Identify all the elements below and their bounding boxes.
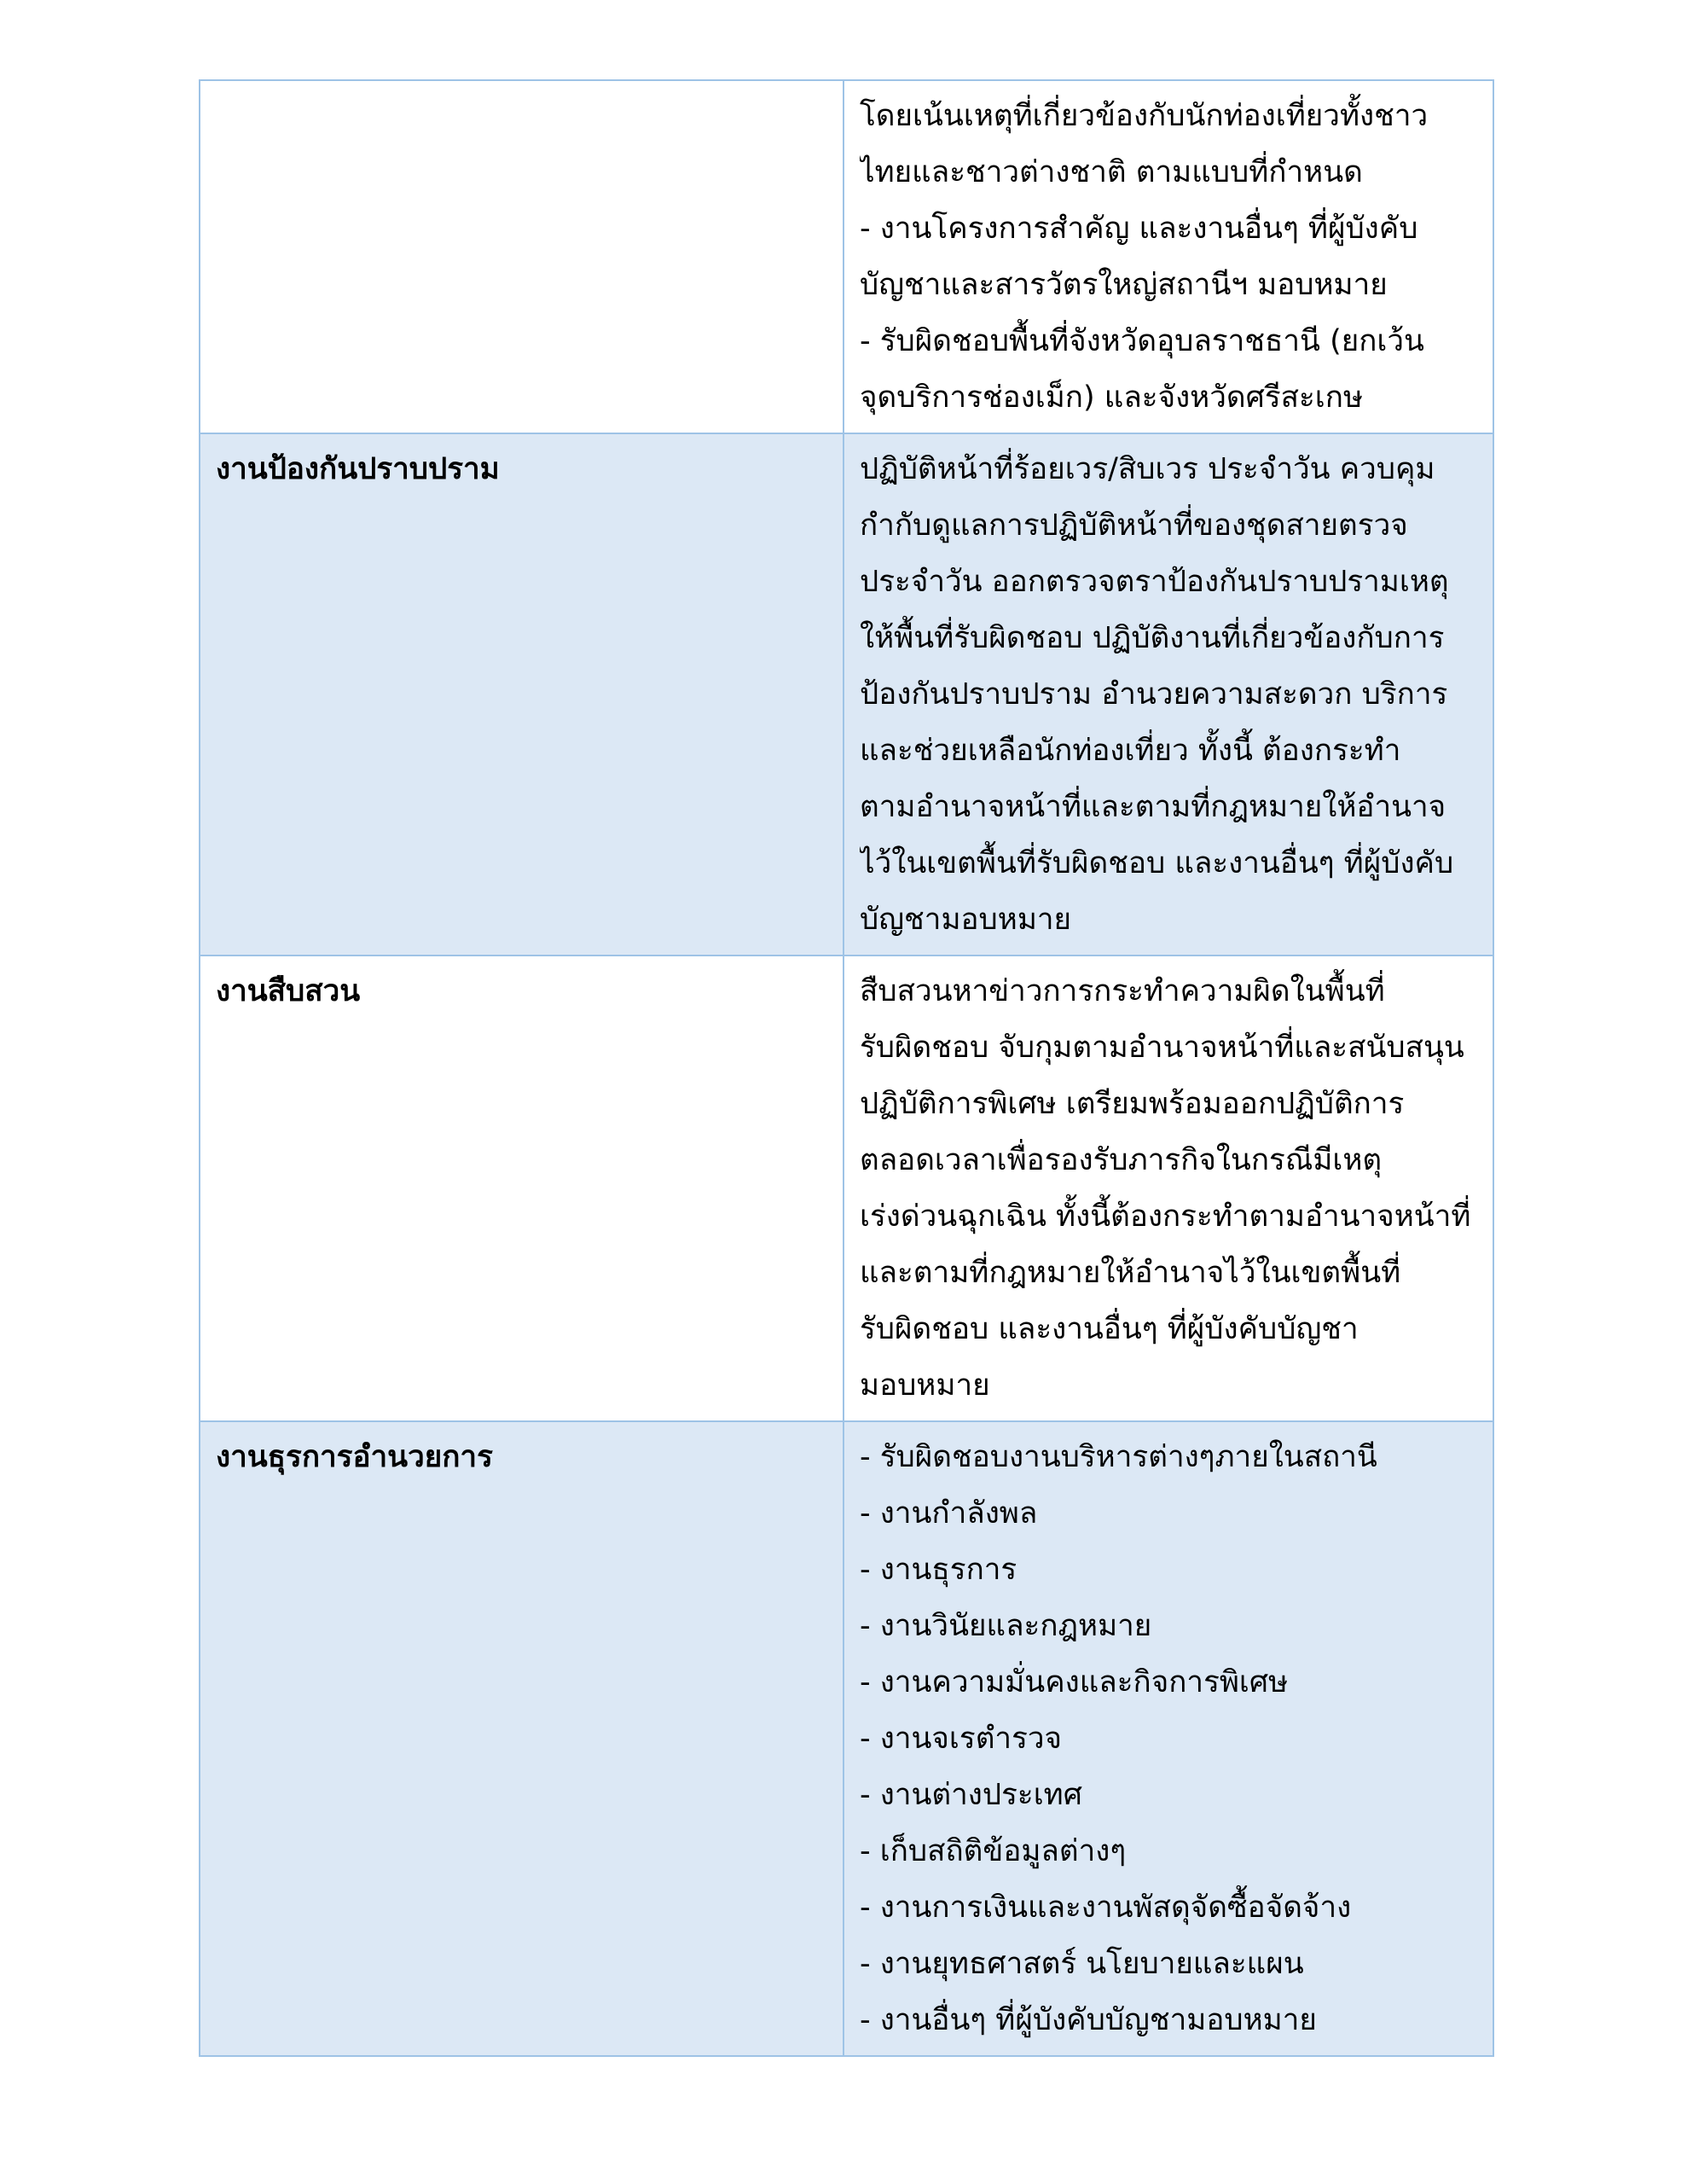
table-row [200,433,1493,956]
duty-line: ตลอดเวลาเพื่อรองรับภารกิจในกรณีมีเหตุ [860,1143,1383,1177]
duty-line: และตามที่กฎหมายให้อำนาจไว้ในเขตพื้นที่ [860,1256,1401,1290]
duty-line: สืบสวนหาข่าวการกระทำความผิดในพื้นที่ [860,974,1385,1008]
duty-line: รับผิดชอบ จับกุมตามอำนาจหน้าที่และสนับสนุน [860,1031,1464,1065]
duty-line: ปฏิบัติการพิเศษ เตรียมพร้อมออกปฏิบัติการ [860,1087,1405,1121]
duty-cell [844,80,1493,433]
duty-line: บัญชาและสารวัตรใหญ่สถานีฯ มอบหมาย [860,268,1388,302]
duty-line: กำกับดูแลการปฏิบัติหน้าที่ของชุดสายตรวจ [860,508,1408,543]
unit-cell [200,433,844,956]
unit-name: งานป้องกันปราบปราม [216,452,500,486]
duty-line: มอบหมาย [860,1368,990,1403]
duty-line: และช่วยเหลือนักท่องเที่ยว ทั้งนี้ ต้องกระทำ [860,734,1401,768]
duty-line: - งานการเงินและงานพัสดุจัดซื้อจัดจ้าง [860,1891,1352,1925]
duty-line: - งานโครงการสำคัญ และงานอื่นๆ ที่ผู้บังคับ [860,212,1418,246]
duty-line: ตามอำนาจหน้าที่และตามที่กฎหมายให้อำนาจ [860,790,1446,824]
duty-line: เร่งด่วนฉุกเฉิน ทั้งนี้ต้องกระทำตามอำนาจหน้าที่ [860,1199,1471,1234]
duty-line: - งานกำลังพล [860,1496,1038,1531]
unit-cell [200,1421,844,2056]
table-row [200,1421,1493,2056]
duty-line: บัญชามอบหมาย [860,903,1072,937]
unit-name: งานสืบสวน [216,974,361,1008]
duty-line: จุดบริการช่องเม็ก) และจังหวัดศรีสะเกษ [860,380,1364,415]
duty-table [199,79,1494,2057]
duty-line: ป้องกันปราบปราม อำนวยความสะดวก บริการ [860,677,1448,712]
duty-line: รับผิดชอบ และงานอื่นๆ ที่ผู้บังคับบัญชา [860,1312,1359,1346]
duty-line: ไทยและชาวต่างชาติ ตามแบบที่กำหนด [860,155,1363,189]
duty-line: ประจำวัน ออกตรวจตราป้องกันปราบปรามเหตุ [860,565,1449,599]
duty-line: - เก็บสถิติข้อมูลต่างๆ [860,1834,1127,1868]
duty-cell [844,956,1493,1421]
table-row [200,80,1493,433]
duty-line: - รับผิดชอบพื้นที่จังหวัดอุบลราชธานี (ยกเว้น [860,324,1424,358]
duty-line: ไว้ในเขตพื้นที่รับผิดชอบ และงานอื่นๆ ที่ผู้บังคับ [860,846,1454,880]
duty-line: - งานจเรตำรวจ [860,1722,1063,1756]
table-row [200,956,1493,1421]
duty-line: - งานธุรการ [860,1553,1017,1587]
unit-cell [200,956,844,1421]
duty-cell [844,433,1493,956]
duty-line: - รับผิดชอบงานบริหารต่างๆภายในสถานี [860,1440,1377,1474]
duty-line: ให้พื้นที่รับผิดชอบ ปฏิบัติงานที่เกี่ยวข้องกับการ [860,621,1445,655]
duty-line: - งานยุทธศาสตร์ นโยบายและแผน [860,1947,1304,1981]
duty-line: - งานวินัยและกฎหมาย [860,1609,1152,1643]
duty-line: - งานความมั่นคงและกิจการพิเศษ [860,1665,1289,1699]
unit-name: งานธุรการอำนวยการ [216,1440,493,1474]
unit-cell [200,80,844,433]
duty-cell [844,1421,1493,2056]
duty-line: - งานอื่นๆ ที่ผู้บังคับบัญชามอบหมาย [860,2003,1317,2037]
duty-line: - งานต่างประเทศ [860,1778,1082,1812]
duty-line: ปฏิบัติหน้าที่ร้อยเวร/สิบเวร ประจำวัน ควบคุม [860,452,1435,486]
duty-line: โดยเน้นเหตุที่เกี่ยวข้องกับนักท่องเที่ยวทั้งชาว [860,99,1429,133]
